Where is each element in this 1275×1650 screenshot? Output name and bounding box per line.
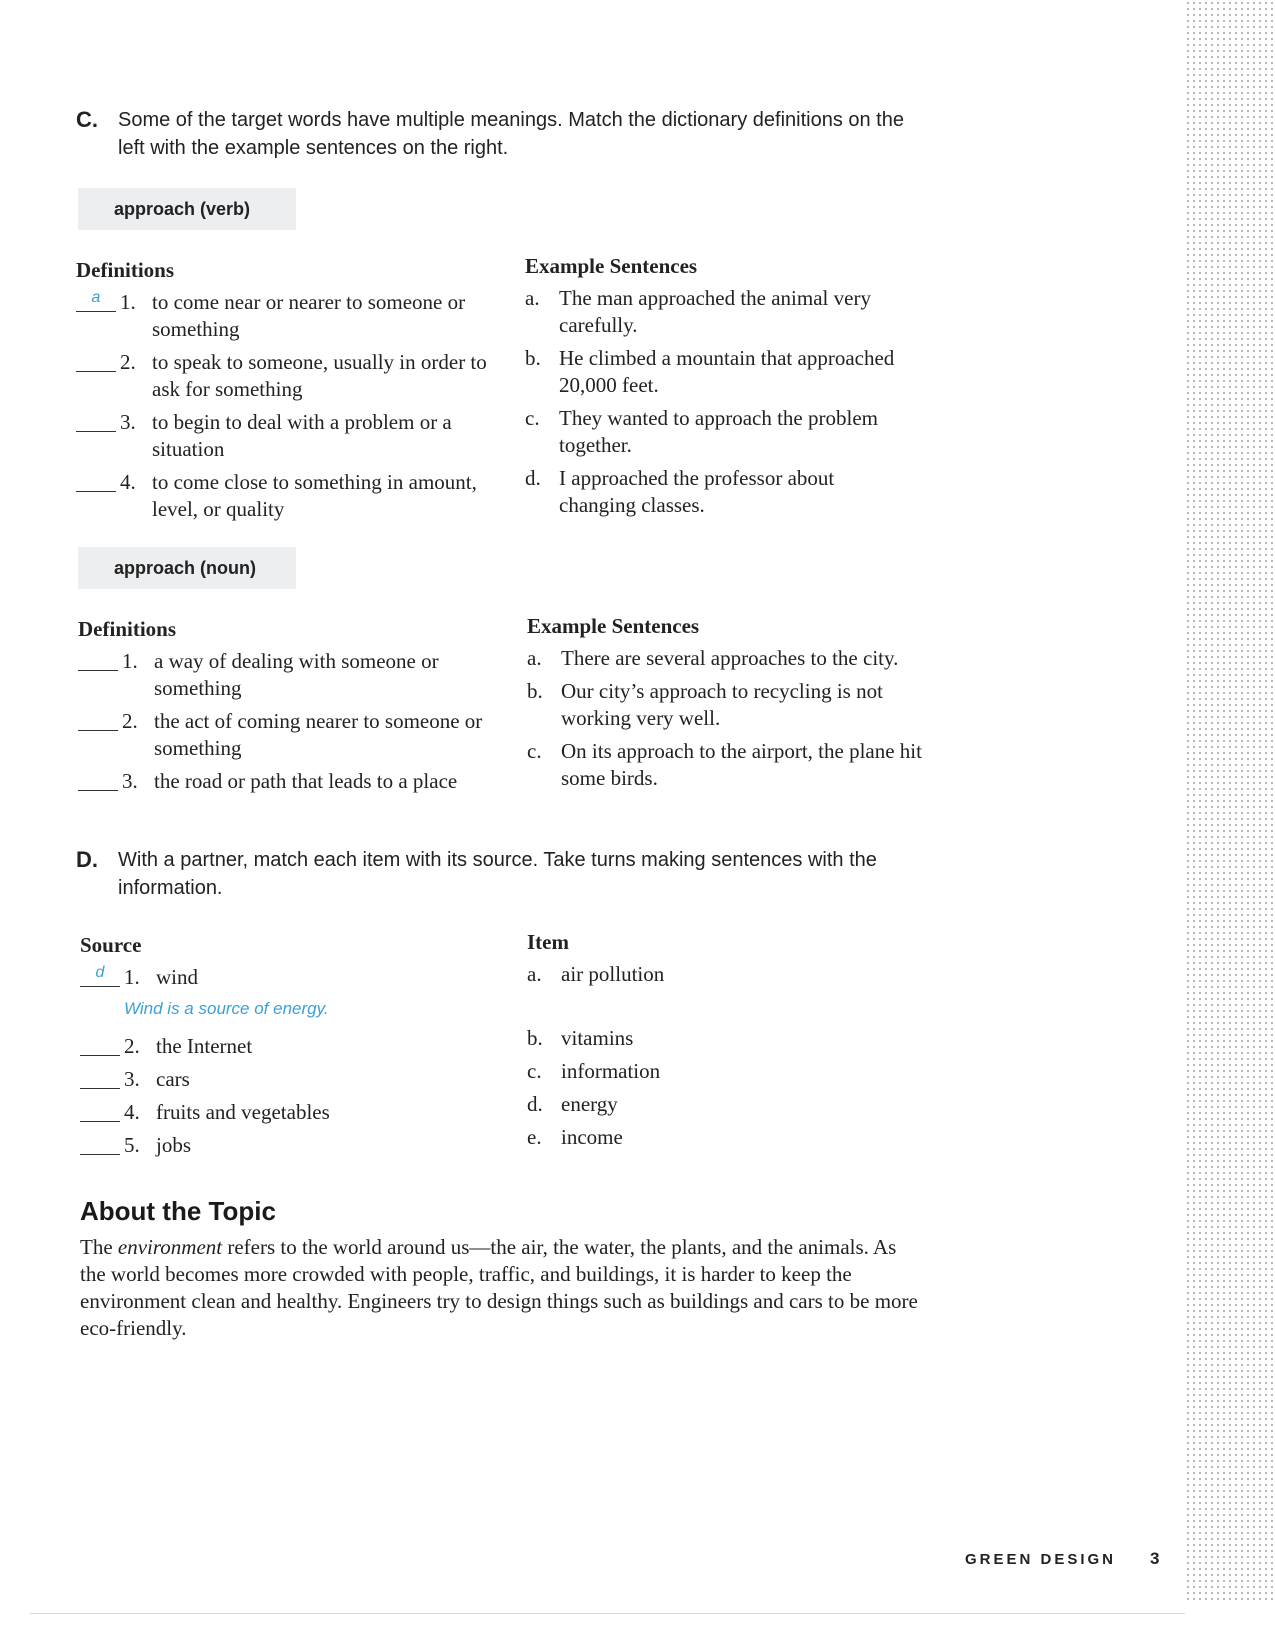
answer-blank[interactable]	[76, 349, 116, 372]
noun-example-a: a. There are several approaches to the city.	[527, 646, 899, 670]
verb-def-4: 4. to come close to something in amount, level, or quality	[76, 469, 496, 523]
answer-blank[interactable]	[78, 768, 118, 791]
item-a: a. air pollution	[527, 962, 665, 986]
decorative-dot-pattern	[1185, 0, 1275, 1600]
page-number: 3	[1150, 1549, 1160, 1568]
source-4: 4. fruits and vegetables	[80, 1099, 500, 1126]
item-heading: Item	[527, 930, 569, 954]
noun-definitions	[78, 614, 498, 801]
verb-examples-heading: Example Sentences	[525, 254, 698, 278]
verb-example-b: b. He climbed a mountain that approached 20,000 feet.	[525, 346, 895, 397]
noun-example-b: b. Our city’s approach to recycling is not working very well.	[527, 679, 883, 730]
noun-def-1: 1. a way of dealing with someone or something	[78, 648, 498, 702]
verb-def-3: 3. to begin to deal with a problem or a situation	[76, 409, 496, 463]
chapter-footer: GREEN DESIGN	[965, 1551, 1117, 1568]
answer-blank[interactable]: d	[80, 964, 120, 987]
answer-blank[interactable]	[80, 1132, 120, 1155]
answer-blank[interactable]	[78, 648, 118, 671]
noun-def-2: 2. the act of coming nearer to someone or something	[78, 708, 498, 762]
section-c-instructions	[76, 106, 936, 162]
item-b: b. vitamins	[527, 1026, 634, 1050]
source-column	[80, 930, 500, 1165]
answer-blank[interactable]	[80, 1099, 120, 1122]
source-5: 5. jobs	[80, 1132, 500, 1159]
item-d: d. energy	[527, 1092, 618, 1116]
noun-definitions-heading: Definitions	[78, 617, 177, 641]
source-3: 3. cars	[80, 1066, 500, 1093]
section-c-text: Some of the target words have multiple meanings. Match the dictionary definitions on the left with the example sentences on the right.	[118, 109, 904, 159]
verb-example-c: c. They wanted to approach the problem together.	[525, 406, 878, 457]
sample-sentence: Wind is a source of energy.	[124, 999, 329, 1018]
verb-definitions-heading: Definitions	[76, 258, 175, 282]
noun-example-c: c. On its approach to the airport, the plane hit some birds.	[527, 739, 922, 790]
answer-blank[interactable]: a	[76, 289, 116, 312]
section-c-letter: C.	[76, 107, 98, 132]
verb-example-a: a. The man approached the animal very carefully.	[525, 286, 871, 337]
answer-blank[interactable]	[76, 409, 116, 432]
section-d-letter: D.	[76, 847, 98, 872]
verb-def-1: a 1. to come near or nearer to someone or something	[76, 289, 496, 343]
answer-blank[interactable]	[80, 1066, 120, 1089]
source-2: 2. the Internet	[80, 1033, 500, 1060]
section-d-text: With a partner, match each item with its source. Take turns making sentences with the information.	[118, 849, 877, 899]
verb-examples	[525, 251, 915, 525]
noun-def-3: 3. the road or path that leads to a place	[78, 768, 498, 795]
item-e: e. income	[527, 1125, 623, 1149]
noun-tag: approach (noun)	[78, 547, 296, 589]
verb-tag: approach (verb)	[78, 188, 296, 230]
about-topic-paragraph: The environment refers to the world around us—the air, the water, the plants, and the animals. As the world becomes more crowded with people, traffic, and buildings, it is harder to keep the environment clean and healthy. Engineers try to design things such as buildings and cars to be more eco-friendly.	[80, 1235, 918, 1340]
section-d-instructions	[76, 846, 956, 902]
about-topic-heading: About the Topic	[80, 1196, 276, 1226]
source-1: d 1. wind	[80, 964, 500, 991]
emphasized-term: environment	[117, 1235, 223, 1259]
verb-definitions	[76, 255, 496, 529]
bottom-rule	[30, 1613, 1185, 1614]
answer-blank[interactable]	[76, 469, 116, 492]
verb-example-d: d. I approached the professor about changing classes.	[525, 466, 835, 517]
noun-examples	[527, 611, 927, 798]
noun-examples-heading: Example Sentences	[527, 614, 700, 638]
verb-def-2: 2. to speak to someone, usually in order to ask for something	[76, 349, 496, 403]
item-column	[527, 927, 887, 1157]
answer-blank[interactable]	[80, 1033, 120, 1056]
item-c: c. information	[527, 1059, 661, 1083]
source-heading: Source	[80, 933, 142, 957]
answer-blank[interactable]	[78, 708, 118, 731]
